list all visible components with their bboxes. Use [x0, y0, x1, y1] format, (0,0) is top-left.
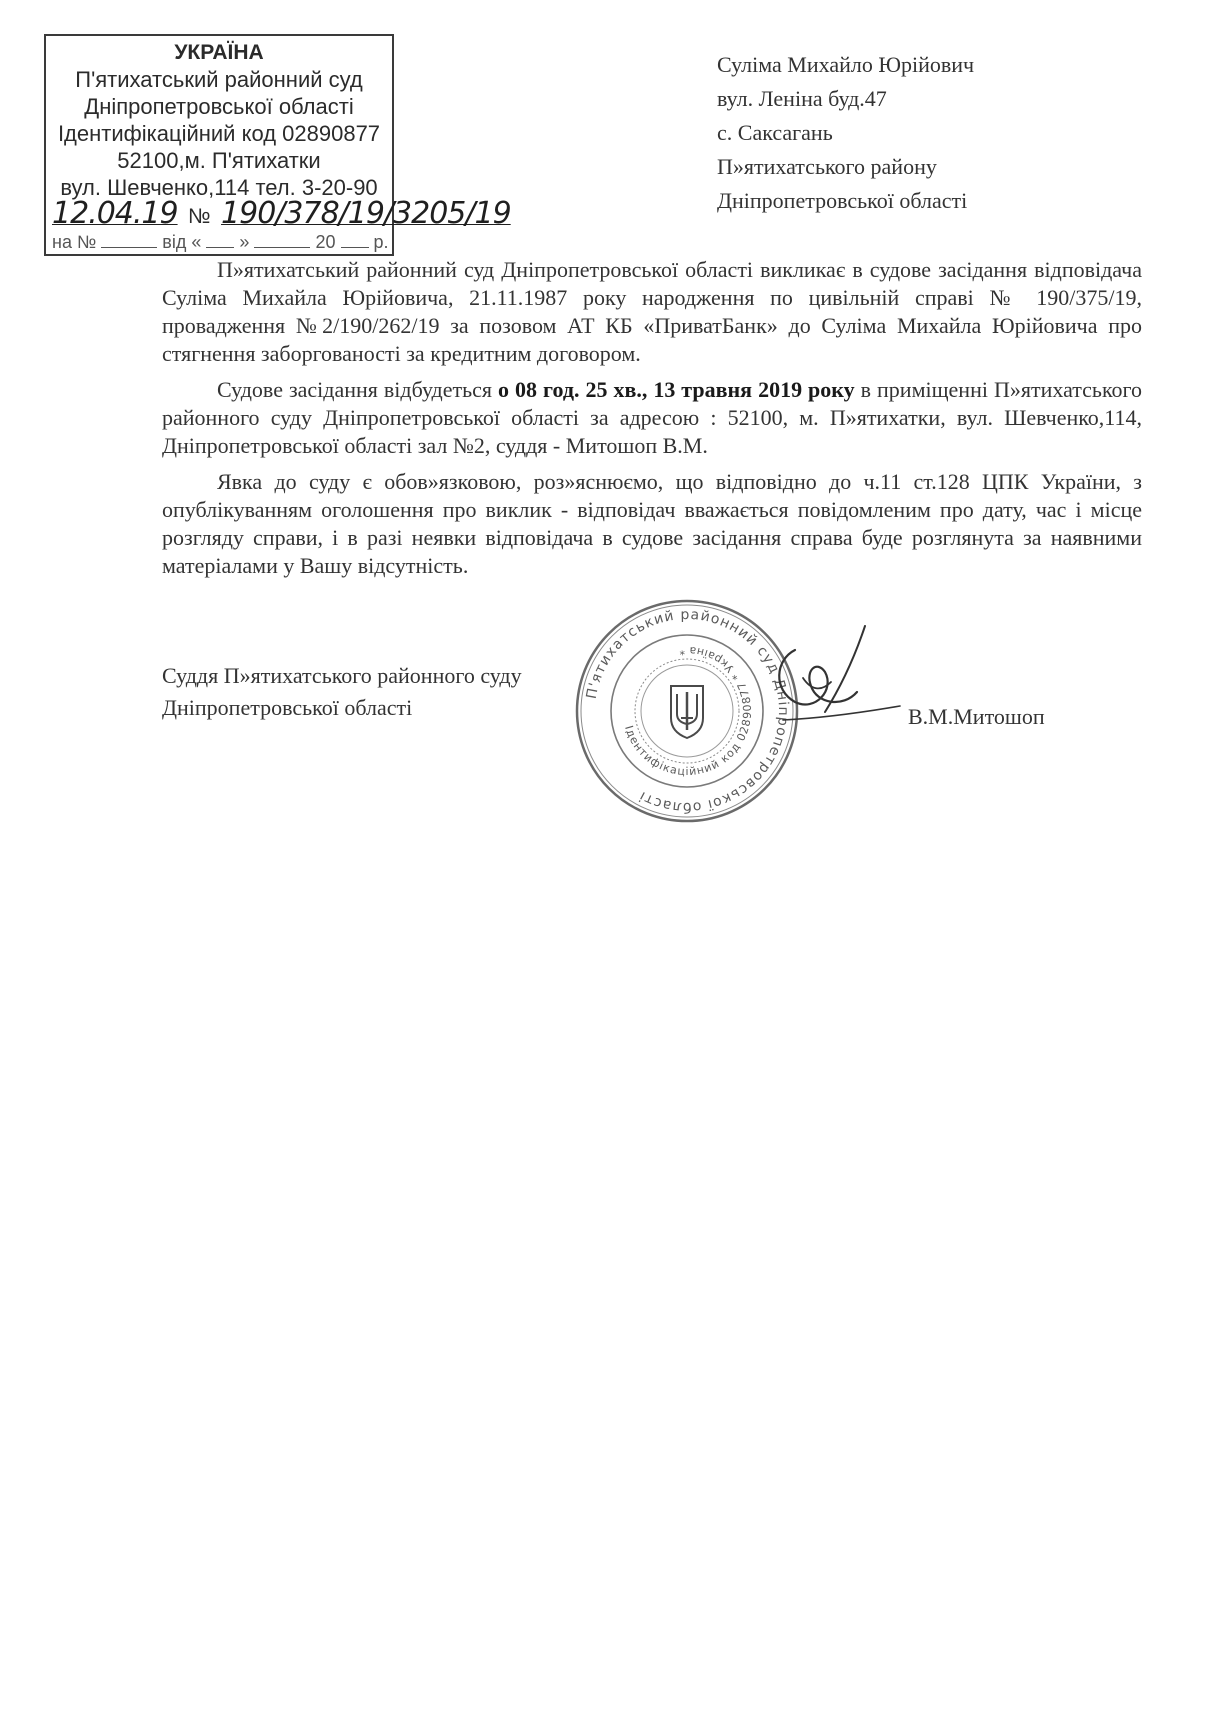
summons-body	[162, 256, 1142, 588]
stamp-ref-year: 20	[315, 232, 336, 252]
seal-outer-text: П'ятихатський районний суд Дніпропетровської області	[583, 606, 792, 816]
stamp-line-id-code: Ідентифікаційний код 02890877	[57, 121, 381, 146]
handwritten-signature	[765, 620, 905, 740]
signature-scribble	[765, 620, 905, 740]
stamp-line-region: Дніпропетровської області	[84, 94, 354, 119]
stamp-line-street: вул. Шевченко,114 тел. 3-20-90	[60, 175, 378, 200]
stamp-line-city: 52100,м. П'ятихатки	[117, 148, 321, 173]
summons-paragraph-3: Явка до суду є обов»язковою, роз»яснюємо, що відповідно до ч.11 ст.128 ЦПК України, з опублікуванням оголошення про виклик - відповідач вважається повідомленим про дату, час і місце розгляду справи, і в разі неявки відповідача в судове засідання справа буде розглянута за наявними матеріалами у Вашу відсутність.	[162, 469, 1142, 578]
court-stamp	[44, 34, 511, 256]
trident-emblem-icon	[671, 686, 703, 738]
stamp-ref-from: від «	[162, 232, 202, 252]
judge-position-line-2: Дніпропетровської області	[162, 695, 413, 720]
stamp-ref-blank	[101, 233, 157, 248]
stamp-ref-day-blank	[206, 233, 234, 248]
stamp-ref-year-blank	[341, 233, 369, 248]
judge-position-line-1: Суддя П»ятихатського районного суду	[162, 663, 522, 688]
summons-paragraph-2	[162, 376, 1142, 460]
stamp-registration-row	[52, 196, 612, 232]
stamp-number-handwritten: 190/378/19/3205/19	[221, 196, 511, 231]
stamp-date-handwritten: 12.04.19	[52, 196, 178, 231]
hearing-datetime: о 08 год. 25 хв., 13 травня 2019 року	[498, 377, 855, 402]
stamp-line-country: УКРАЇНА	[174, 41, 264, 64]
stamp-number-label: №	[188, 205, 211, 228]
hearing-text-start: Судове засідання відбудеться	[217, 377, 499, 402]
judge-position	[162, 660, 582, 724]
seal-inner-text: Ідентифікаційний код 02890877 * Україна *	[622, 643, 755, 779]
stamp-ref-quote-close: »	[239, 232, 250, 252]
addressee-region: Дніпропетровської області	[717, 188, 968, 213]
addressee-name: Суліма Михайло Юрійович	[717, 52, 975, 77]
judge-name: В.М.Митошоп	[908, 704, 1045, 729]
addressee-village: с. Саксагань	[717, 120, 833, 145]
summons-paragraph-1: П»ятихатський районний суд Дніпропетровської області викликає в судове засідання відповідача Суліма Михайла Юрійовича, 21.11.1987 року народження по цивільній справі № 190/375/19, провадження №2/190/262/19 за позовом АТ КБ «ПриватБанк» до Суліма Михайла Юрійовича про стягнення заборгованості за кредитним договором.	[162, 257, 1142, 366]
addressee-block	[717, 48, 1177, 218]
stamp-reference-row	[52, 232, 392, 253]
stamp-ref-year-suffix: р.	[373, 232, 389, 252]
stamp-ref-label: на №	[52, 232, 97, 252]
addressee-district: П»ятихатського району	[717, 154, 937, 179]
stamp-line-court: П'ятихатський районний суд	[75, 67, 363, 92]
stamp-ref-month-blank	[254, 233, 310, 248]
addressee-street: вул. Леніна буд.47	[717, 86, 887, 111]
hearing-text-end: в приміщенні П»ятихатського районного суду Дніпропетровської області за адресою : 52100, м. П»ятихатки, вул. Шевченко,114, Дніпропетровської області зал №2, суддя - Митошоп В.М.	[162, 377, 1142, 458]
